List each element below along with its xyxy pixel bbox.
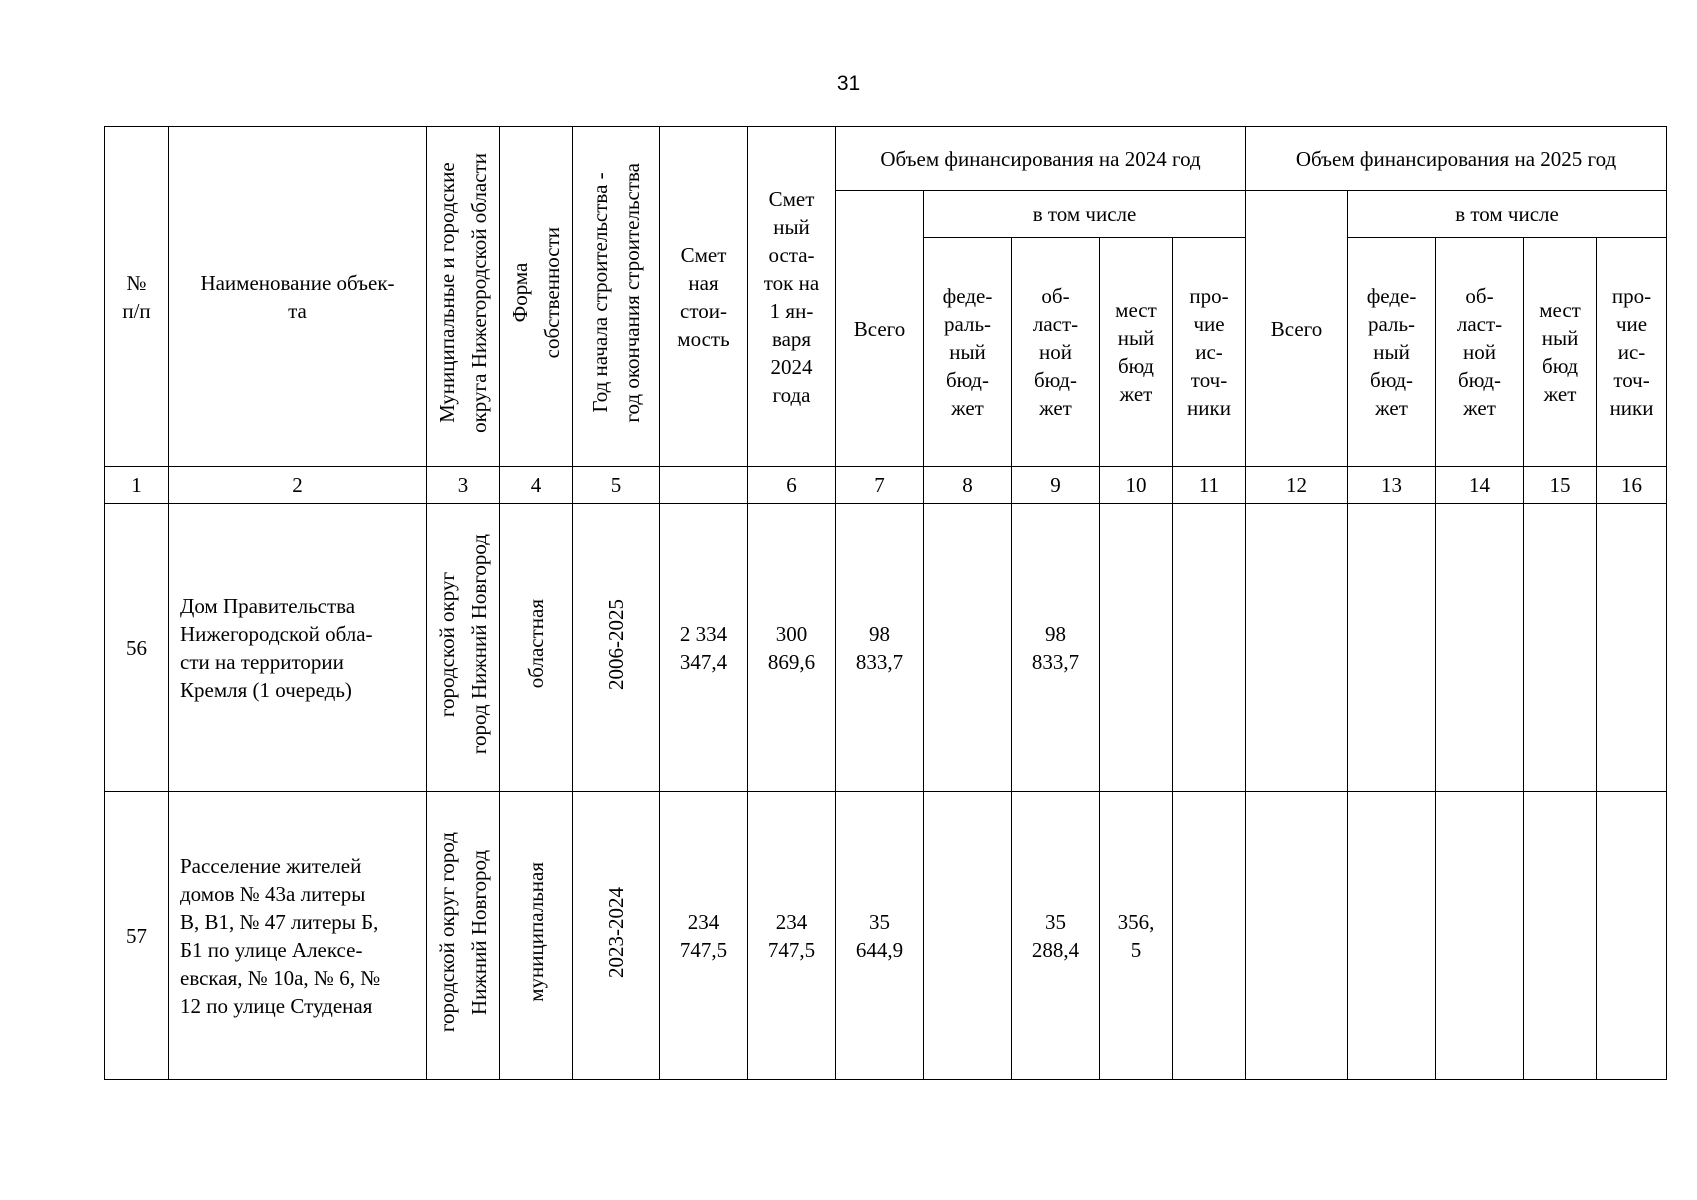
header-loc-2024: мест ный бюд жет — [1100, 238, 1173, 467]
row-remainder: 300 869,6 — [748, 504, 836, 792]
row-reg-2024: 98 833,7 — [1012, 504, 1100, 792]
header-ownership-cell — [500, 127, 573, 467]
header-loc-2025: мест ный бюд жет — [1524, 238, 1597, 467]
row-oth-2024 — [1173, 504, 1246, 792]
table-row — [105, 504, 1667, 792]
column-number: 11 — [1173, 467, 1246, 504]
row-years-cell — [573, 792, 660, 1080]
column-number: 10 — [1100, 467, 1173, 504]
financing-table — [104, 126, 1667, 1080]
column-number: 5 — [573, 467, 660, 504]
header-fed-2024: феде- раль- ный бюд- жет — [924, 238, 1012, 467]
header-years-cell — [573, 127, 660, 467]
column-number: 1 — [105, 467, 169, 504]
row-fed-2025 — [1348, 792, 1436, 1080]
row-name: Расселение жителей домов № 43а литеры В, В1, № 47 литеры Б, Б1 по улице Алексе- евская, № 10а, № 6, № 12 по улице Студеная — [169, 792, 427, 1080]
row-oth-2025 — [1597, 504, 1667, 792]
header-municipal: Муниципальные и городские округа Нижегородской области — [435, 153, 491, 433]
row-ownership: муниципальная — [524, 862, 548, 1002]
header-oth-2025: про- чие ис- точ- ники — [1597, 238, 1667, 467]
row-ownership: областная — [524, 599, 548, 689]
header-incl-2025: в том числе — [1348, 191, 1667, 238]
row-total-2025 — [1246, 792, 1348, 1080]
column-number: 14 — [1436, 467, 1524, 504]
row-oth-2025 — [1597, 792, 1667, 1080]
row-no: 56 — [105, 504, 169, 792]
row-total-2025 — [1246, 504, 1348, 792]
row-fed-2024 — [924, 504, 1012, 792]
column-number: 13 — [1348, 467, 1436, 504]
row-municipal: городской округ город Нижний Новгород — [435, 831, 491, 1033]
header-remainder: Смет ный оста- ток на 1 ян- варя 2024 года — [748, 127, 836, 467]
row-loc-2024 — [1100, 504, 1173, 792]
column-number: 6 — [748, 467, 836, 504]
row-no: 57 — [105, 792, 169, 1080]
column-number: 12 — [1246, 467, 1348, 504]
row-loc-2024: 356, 5 — [1100, 792, 1173, 1080]
column-number — [660, 467, 748, 504]
row-municipal: городской округ город Нижний Новгород — [435, 533, 491, 755]
column-number: 16 — [1597, 467, 1667, 504]
column-number: 7 — [836, 467, 924, 504]
page-number: 31 — [836, 72, 861, 95]
row-estimate: 234 747,5 — [660, 792, 748, 1080]
column-number: 15 — [1524, 467, 1597, 504]
header-fed-2025: феде- раль- ный бюд- жет — [1348, 238, 1436, 467]
row-total-2024: 98 833,7 — [836, 504, 924, 792]
row-years: 2023-2024 — [604, 886, 628, 978]
header-total-2025: Всего — [1246, 191, 1348, 467]
table-row — [105, 792, 1667, 1080]
row-municipal-cell — [427, 792, 500, 1080]
column-number: 8 — [924, 467, 1012, 504]
column-number: 4 — [500, 467, 573, 504]
header-no: № п/п — [105, 127, 169, 467]
header-incl-2024: в том числе — [924, 191, 1246, 238]
row-years: 2006-2025 — [604, 598, 628, 690]
row-loc-2025 — [1524, 504, 1597, 792]
header-row-1 — [105, 127, 1667, 191]
header-municipal-cell — [427, 127, 500, 467]
header-total-2024: Всего — [836, 191, 924, 467]
row-reg-2024: 35 288,4 — [1012, 792, 1100, 1080]
column-number: 9 — [1012, 467, 1100, 504]
row-reg-2025 — [1436, 792, 1524, 1080]
column-number: 3 — [427, 467, 500, 504]
header-reg-2025: об- ласт- ной бюд- жет — [1436, 238, 1524, 467]
row-name: Дом Правительства Нижегородской обла- сти на территории Кремля (1 очередь) — [169, 504, 427, 792]
header-name: Наименование объек- та — [169, 127, 427, 467]
header-funding-2024: Объем финансирования на 2024 год — [836, 127, 1246, 191]
row-fed-2024 — [924, 792, 1012, 1080]
row-loc-2025 — [1524, 792, 1597, 1080]
column-number-row — [105, 467, 1667, 504]
header-estimate: Смет ная стои- мость — [660, 127, 748, 467]
header-oth-2024: про- чие ис- точ- ники — [1173, 238, 1246, 467]
row-years-cell — [573, 504, 660, 792]
row-oth-2024 — [1173, 792, 1246, 1080]
row-reg-2025 — [1436, 504, 1524, 792]
row-municipal-cell — [427, 504, 500, 792]
header-funding-2025: Объем финансирования на 2025 год — [1246, 127, 1667, 191]
header-ownership: Форма собственности — [508, 227, 564, 359]
header-reg-2024: об- ласт- ной бюд- жет — [1012, 238, 1100, 467]
header-years: Год начала строительства - год окончания строительства — [588, 163, 644, 423]
row-remainder: 234 747,5 — [748, 792, 836, 1080]
row-total-2024: 35 644,9 — [836, 792, 924, 1080]
column-number: 2 — [169, 467, 427, 504]
row-ownership-cell — [500, 792, 573, 1080]
row-ownership-cell — [500, 504, 573, 792]
row-fed-2025 — [1348, 504, 1436, 792]
row-estimate: 2 334 347,4 — [660, 504, 748, 792]
